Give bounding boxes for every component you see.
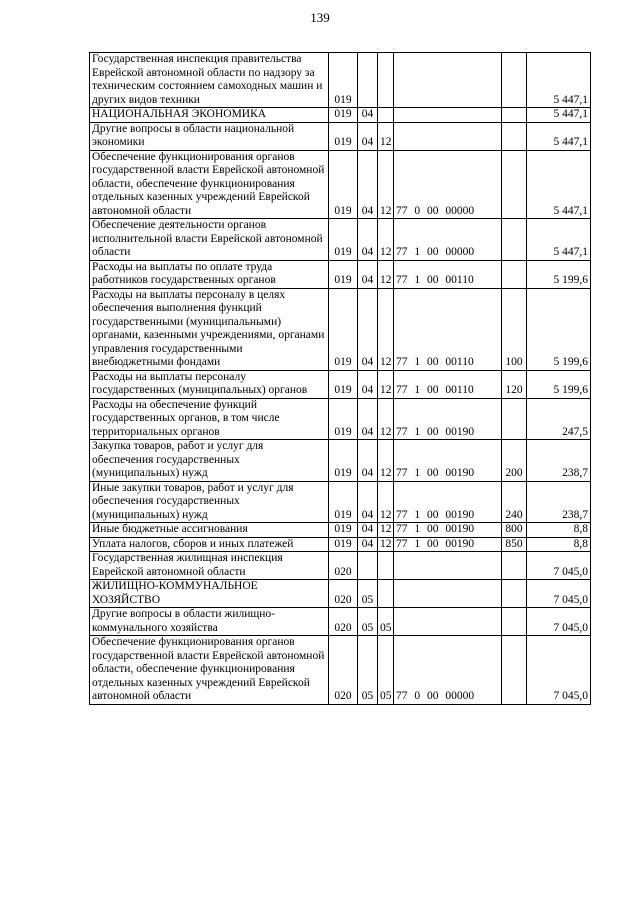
row-admin-code: 020	[329, 580, 358, 608]
row-section-code: 04	[358, 370, 378, 398]
row-admin-code: 019	[329, 537, 358, 552]
row-section-code: 04	[358, 481, 378, 523]
row-section-code	[358, 552, 378, 580]
row-name: Государственная инспекция правительства Еврейской автономной области по надзору за техническим состоянием самоходных машин и других видов техники	[90, 53, 329, 108]
row-section-code: 04	[358, 122, 378, 150]
row-section-code: 05	[358, 636, 378, 705]
page-number: 139	[310, 10, 330, 25]
row-name: Расходы на выплаты по оплате труда работников государственных органов	[90, 260, 329, 288]
budget-table-body	[90, 53, 591, 705]
row-admin-code: 019	[329, 53, 358, 108]
row-subsection-code	[378, 580, 394, 608]
row-name: Обеспечение деятельности органов исполнительной власти Еврейской автономной области	[90, 219, 329, 261]
row-section-code: 04	[358, 260, 378, 288]
row-amount: 8,8	[527, 523, 591, 538]
table-row	[90, 537, 591, 552]
row-expense-type	[502, 219, 527, 261]
row-name: Иные закупки товаров, работ и услуг для обеспечения государственных (муниципальных) нужд	[90, 481, 329, 523]
row-admin-code: 019	[329, 108, 358, 123]
table-row	[90, 150, 591, 219]
row-subsection-code: 12	[378, 440, 394, 482]
row-expense-type	[502, 53, 527, 108]
row-admin-code: 019	[329, 398, 358, 440]
row-name: Иные бюджетные ассигнования	[90, 523, 329, 538]
row-admin-code: 019	[329, 150, 358, 219]
row-admin-code: 020	[329, 608, 358, 636]
table-row	[90, 481, 591, 523]
row-subsection-code: 12	[378, 537, 394, 552]
table-row	[90, 580, 591, 608]
row-amount: 238,7	[527, 481, 591, 523]
row-section-code: 04	[358, 440, 378, 482]
row-admin-code: 020	[329, 552, 358, 580]
row-subsection-code	[378, 53, 394, 108]
row-subsection-code: 12	[378, 481, 394, 523]
row-subsection-code: 12	[378, 219, 394, 261]
table-row	[90, 260, 591, 288]
row-subsection-code: 12	[378, 150, 394, 219]
table-row	[90, 608, 591, 636]
row-target-article: 77 1 00 00000	[394, 219, 502, 261]
row-name: Расходы на выплаты персоналу в целях обеспечения выполнения функций государственными (муниципальными) органами, казенными учреждениями, органами управления государственными внебюджетными фондами	[90, 288, 329, 370]
row-target-article: 77 0 00 00000	[394, 150, 502, 219]
row-target-article	[394, 552, 502, 580]
row-expense-type: 200	[502, 440, 527, 482]
row-target-article: 77 0 00 00000	[394, 636, 502, 705]
row-expense-type	[502, 122, 527, 150]
row-subsection-code: 05	[378, 608, 394, 636]
row-admin-code: 019	[329, 440, 358, 482]
table-row	[90, 523, 591, 538]
row-section-code: 04	[358, 523, 378, 538]
row-section-code: 05	[358, 580, 378, 608]
row-amount: 7 045,0	[527, 580, 591, 608]
row-target-article: 77 1 00 00190	[394, 398, 502, 440]
row-target-article: 77 1 00 00190	[394, 537, 502, 552]
table-row	[90, 108, 591, 123]
row-amount: 5 447,1	[527, 108, 591, 123]
row-expense-type	[502, 260, 527, 288]
table-row	[90, 370, 591, 398]
row-amount: 5 199,6	[527, 288, 591, 370]
budget-table	[89, 52, 591, 705]
row-expense-type: 850	[502, 537, 527, 552]
table-row	[90, 53, 591, 108]
row-section-code	[358, 53, 378, 108]
row-subsection-code: 12	[378, 122, 394, 150]
row-amount: 7 045,0	[527, 608, 591, 636]
row-expense-type	[502, 580, 527, 608]
row-section-code: 04	[358, 219, 378, 261]
row-amount: 8,8	[527, 537, 591, 552]
row-name: ЖИЛИЩНО-КОММУНАЛЬНОЕ ХОЗЯЙСТВО	[90, 580, 329, 608]
row-admin-code: 019	[329, 481, 358, 523]
row-expense-type	[502, 608, 527, 636]
row-name: Расходы на выплаты персоналу государственных (муниципальных) органов	[90, 370, 329, 398]
row-amount: 5 199,6	[527, 260, 591, 288]
row-target-article: 77 1 00 00110	[394, 260, 502, 288]
table-row	[90, 288, 591, 370]
row-subsection-code: 05	[378, 636, 394, 705]
row-amount: 5 447,1	[527, 219, 591, 261]
row-section-code: 05	[358, 608, 378, 636]
row-expense-type: 100	[502, 288, 527, 370]
row-target-article: 77 1 00 00190	[394, 523, 502, 538]
row-section-code: 04	[358, 537, 378, 552]
row-expense-type: 240	[502, 481, 527, 523]
row-name: Другие вопросы в области национальной экономики	[90, 122, 329, 150]
row-amount: 5 199,6	[527, 370, 591, 398]
row-subsection-code: 12	[378, 260, 394, 288]
table-row	[90, 122, 591, 150]
row-section-code: 04	[358, 108, 378, 123]
row-name: Обеспечение функционирования органов государственной власти Еврейской автономной области, обеспечение функционирования отдельных казенных учреждений Еврейской автономной области	[90, 636, 329, 705]
row-expense-type	[502, 636, 527, 705]
row-expense-type	[502, 398, 527, 440]
row-admin-code: 019	[329, 370, 358, 398]
row-target-article: 77 1 00 00190	[394, 440, 502, 482]
row-amount: 5 447,1	[527, 53, 591, 108]
row-subsection-code: 12	[378, 398, 394, 440]
row-target-article	[394, 53, 502, 108]
row-expense-type	[502, 108, 527, 123]
row-amount: 5 447,1	[527, 122, 591, 150]
table-row	[90, 552, 591, 580]
row-name: Обеспечение функционирования органов государственной власти Еврейской автономной области, обеспечение функционирования отдельных казенных учреждений Еврейской автономной области	[90, 150, 329, 219]
row-target-article: 77 1 00 00190	[394, 481, 502, 523]
table-row	[90, 398, 591, 440]
table-row	[90, 219, 591, 261]
row-amount: 7 045,0	[527, 636, 591, 705]
row-admin-code: 019	[329, 288, 358, 370]
row-name: Закупка товаров, работ и услуг для обеспечения государственных (муниципальных) нужд	[90, 440, 329, 482]
row-section-code: 04	[358, 398, 378, 440]
row-amount: 5 447,1	[527, 150, 591, 219]
row-target-article	[394, 108, 502, 123]
row-admin-code: 019	[329, 219, 358, 261]
row-expense-type	[502, 552, 527, 580]
row-target-article	[394, 608, 502, 636]
row-subsection-code: 12	[378, 523, 394, 538]
row-expense-type: 120	[502, 370, 527, 398]
row-admin-code: 020	[329, 636, 358, 705]
row-subsection-code: 12	[378, 370, 394, 398]
row-target-article: 77 1 00 00110	[394, 370, 502, 398]
row-subsection-code	[378, 552, 394, 580]
row-name: Расходы на обеспечение функций государственных органов, в том числе территориальных органов	[90, 398, 329, 440]
row-target-article	[394, 122, 502, 150]
row-admin-code: 019	[329, 523, 358, 538]
row-amount: 247,5	[527, 398, 591, 440]
row-section-code: 04	[358, 288, 378, 370]
row-name: НАЦИОНАЛЬНАЯ ЭКОНОМИКА	[90, 108, 329, 123]
row-subsection-code	[378, 108, 394, 123]
row-target-article: 77 1 00 00110	[394, 288, 502, 370]
row-admin-code: 019	[329, 122, 358, 150]
row-amount: 7 045,0	[527, 552, 591, 580]
row-amount: 238,7	[527, 440, 591, 482]
row-name: Другие вопросы в области жилищно-коммунального хозяйства	[90, 608, 329, 636]
row-expense-type	[502, 150, 527, 219]
table-row	[90, 636, 591, 705]
row-section-code: 04	[358, 150, 378, 219]
row-name: Государственная жилищная инспекция Еврейской автономной области	[90, 552, 329, 580]
row-subsection-code: 12	[378, 288, 394, 370]
row-admin-code: 019	[329, 260, 358, 288]
row-name: Уплата налогов, сборов и иных платежей	[90, 537, 329, 552]
table-row	[90, 440, 591, 482]
row-target-article	[394, 580, 502, 608]
row-expense-type: 800	[502, 523, 527, 538]
